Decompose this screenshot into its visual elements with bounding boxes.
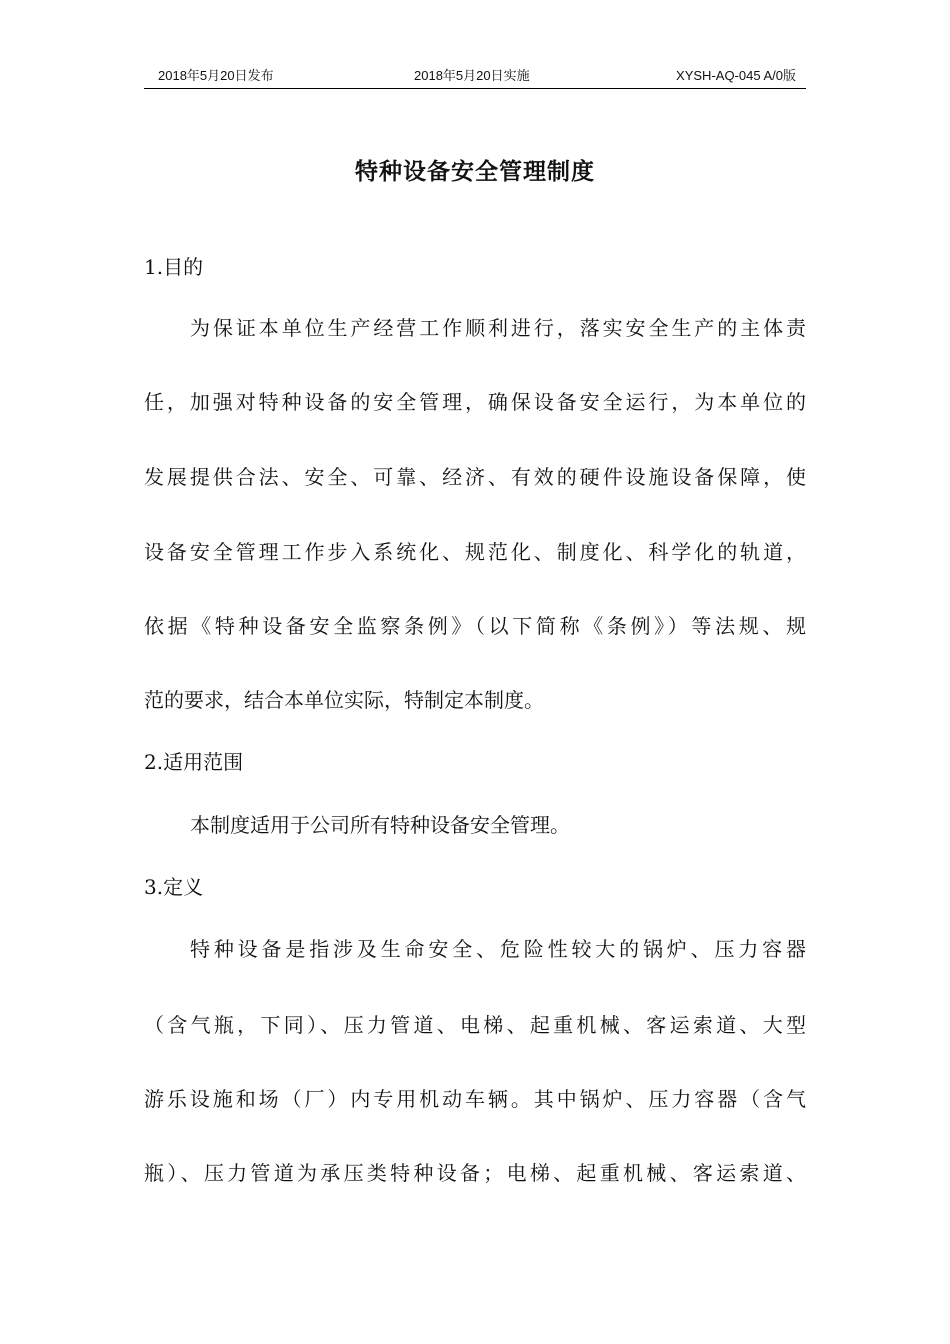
implement-date: 2018年5月20日实施 (414, 68, 530, 83)
paragraph-line: （含气瓶，下同）、压力管道、电梯、起重机械、客运索道、大型 (144, 1013, 806, 1037)
paragraph-line: 特种设备是指涉及生命安全、危险性较大的锅炉、压力容器 (190, 937, 806, 961)
paragraph-line: 游乐设施和场（厂）内专用机动车辆。其中锅炉、压力容器（含气 (144, 1087, 806, 1111)
paragraph-line: 本制度适用于公司所有特种设备安全管理。 (190, 813, 570, 837)
document-code: XYSH-AQ-045 A/0版 (676, 68, 796, 83)
paragraph-line: 为保证本单位生产经营工作顺利进行，落实安全生产的主体责 (190, 316, 806, 340)
paragraph-line: 瓶）、压力管道为承压类特种设备；电梯、起重机械、客运索道、 (144, 1161, 806, 1185)
section-heading-definition: 3.定义 (144, 875, 204, 899)
document-title: 特种设备安全管理制度 (355, 159, 595, 185)
paragraph-line: 发展提供合法、安全、可靠、经济、有效的硬件设施设备保障，使 (144, 465, 806, 489)
section-heading-scope: 2.适用范围 (144, 750, 244, 774)
publish-date: 2018年5月20日发布 (158, 68, 274, 83)
section-heading-purpose: 1.目的 (144, 255, 204, 279)
document-header (144, 66, 806, 89)
paragraph-line: 设备安全管理工作步入系统化、规范化、制度化、科学化的轨道， (144, 540, 806, 564)
paragraph-line: 范的要求，结合本单位实际，特制定本制度。 (144, 688, 544, 712)
paragraph-line: 依据《特种设备安全监察条例》（以下简称《条例》）等法规、规 (144, 614, 806, 638)
paragraph-line: 任，加强对特种设备的安全管理，确保设备安全运行，为本单位的 (144, 390, 806, 414)
